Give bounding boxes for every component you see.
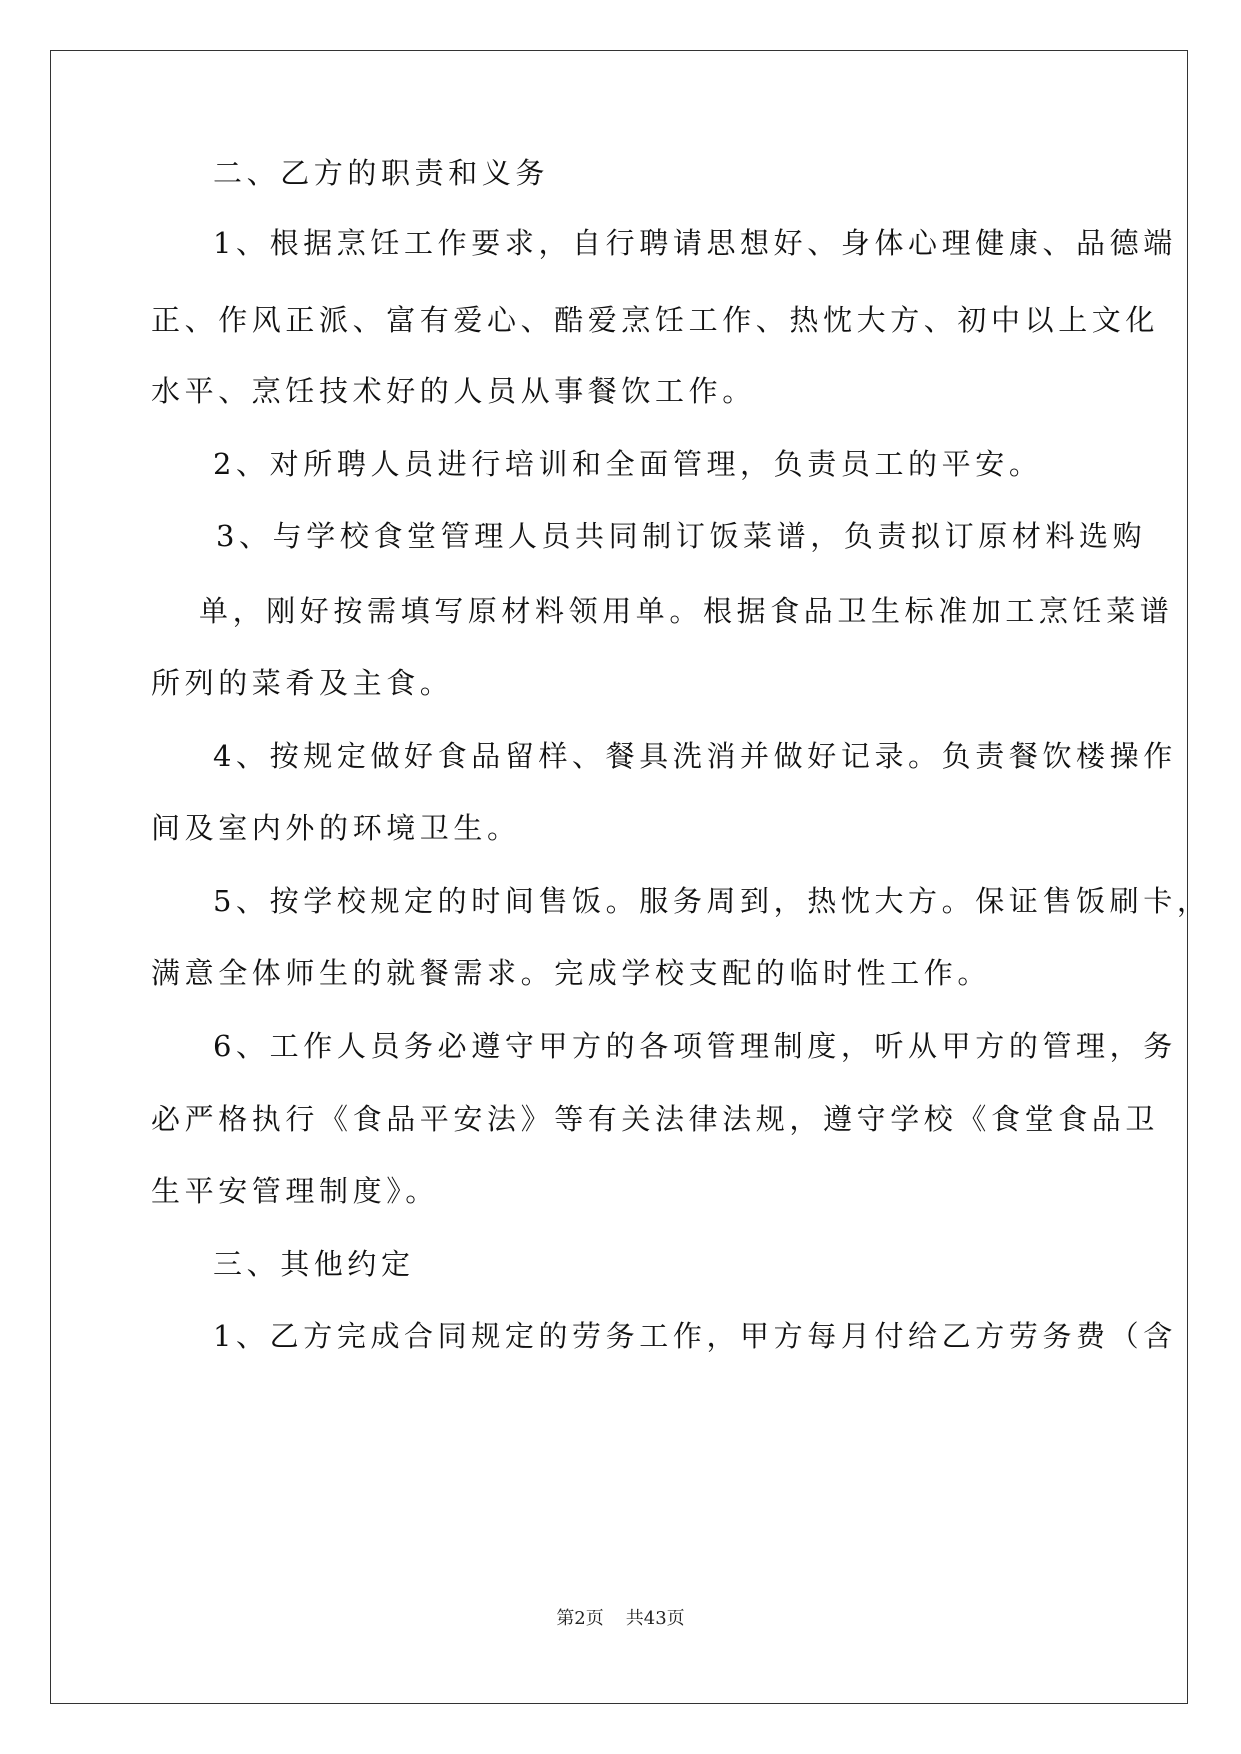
paragraph-line: 水平、烹饪技术好的人员从事餐饮工作。: [151, 374, 756, 408]
section-heading-3: 三、其他约定: [213, 1247, 415, 1281]
page-border: [50, 50, 1188, 1704]
page-number: 第2页: [556, 1608, 604, 1629]
paragraph-line: 4、按规定做好食品留样、餐具洗消并做好记录。负责餐饮楼操作: [213, 739, 1177, 773]
paragraph-line: 单，刚好按需填写原材料领用单。根据食品卫生标准加工烹饪菜谱: [199, 594, 1174, 628]
paragraph-line: 1、乙方完成合同规定的劳务工作，甲方每月付给乙方劳务费（含: [213, 1319, 1177, 1353]
paragraph-line: 3、与学校食堂管理人员共同制订饭菜谱，负责拟订原材料选购: [216, 519, 1147, 553]
paragraph-line: 2、对所聘人员进行培训和全面管理，负责员工的平安。: [213, 447, 1043, 481]
paragraph-line: 1、根据烹饪工作要求，自行聘请思想好、身体心理健康、品德端: [213, 226, 1177, 260]
paragraph-line: 间及室内外的环境卫生。: [151, 811, 521, 845]
page-footer: [0, 1607, 1241, 1631]
paragraph-line: 生平安管理制度》。: [151, 1174, 439, 1208]
total-pages: 共43页: [625, 1608, 685, 1629]
section-heading-2: 二、乙方的职责和义务: [213, 156, 550, 190]
paragraph-line: 必严格执行《食品平安法》等有关法律法规，遵守学校《食堂食品卫: [151, 1102, 1160, 1136]
paragraph-line: 5、按学校规定的时间售饭。服务周到，热忱大方。保证售饭刷卡，: [213, 884, 1211, 918]
paragraph-line: 满意全体师生的就餐需求。完成学校支配的临时性工作。: [151, 956, 992, 990]
paragraph-line: 所列的菜肴及主食。: [151, 666, 454, 700]
paragraph-line: 6、工作人员务必遵守甲方的各项管理制度，听从甲方的管理，务: [213, 1029, 1177, 1063]
paragraph-line: 正、作风正派、富有爱心、酷爱烹饪工作、热忱大方、初中以上文化: [151, 303, 1160, 337]
